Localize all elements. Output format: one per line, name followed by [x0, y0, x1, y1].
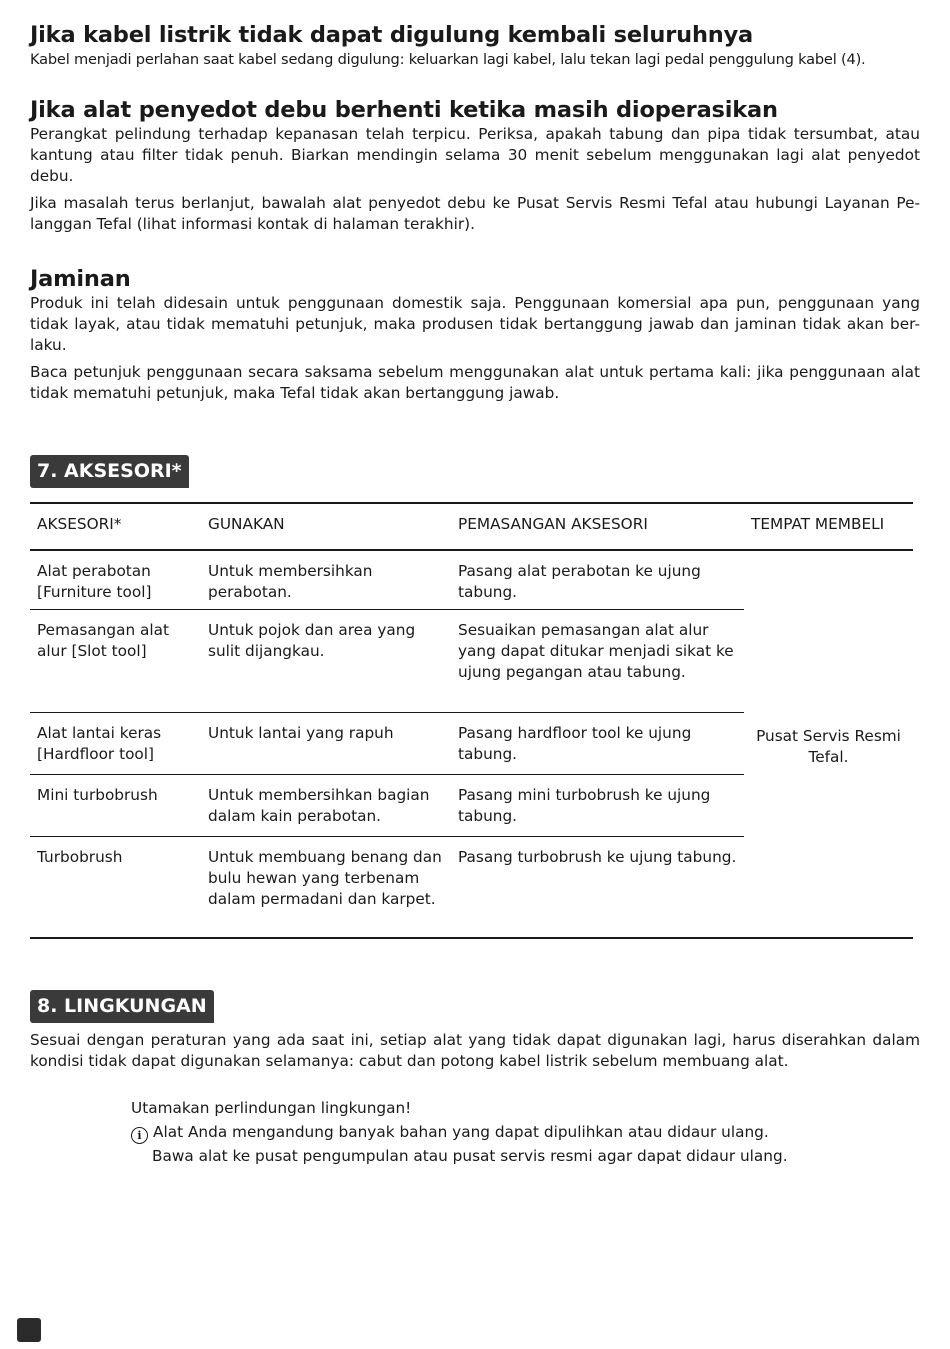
paragraph: Sesuai dengan peraturan yang ada saat ini, setiap alat yang tidak dapat digunakan lagi, harus diserahkan dalam kondisi tidak dapat digunakan selamanya: cabut dan potong kabel listrik sebelum membuang alat. [30, 1031, 920, 1070]
accessory-name: Turbobrush [30, 836, 201, 938]
paragraph: Kabel menjadi perlahan saat kabel sedang digulung: keluarkan lagi kabel, lalu tekan lagi pedal penggulung kabel (4). [30, 51, 866, 68]
column-header: GUNAKAN [201, 503, 451, 550]
info-icon: i [131, 1127, 148, 1144]
column-header: PEMASANGAN AKSESORI [451, 503, 744, 550]
accessory-use: Untuk membersihkan perabotan. [201, 550, 451, 609]
accessory-name: Alat perabotan [Furniture tool] [30, 550, 201, 609]
accessory-name: Mini turbobrush [30, 774, 201, 836]
eco-line [131, 1120, 788, 1144]
section-badge-environment: 8. LINGKUNGAN [30, 990, 214, 1023]
section-vacuum-stops [30, 96, 920, 235]
section-title: Jika alat penyedot debu berhenti ketika masih dioperasikan [30, 97, 778, 123]
eco-note [131, 1096, 788, 1168]
accessory-fitting: Pasang turbobrush ke ujung tabung. [451, 836, 744, 938]
accessory-fitting: Pasang hardfloor tool ke ujung tabung. [451, 712, 744, 774]
section-title: Jaminan [30, 266, 131, 292]
accessory-fitting: Sesuaikan pemasangan alat alur yang dapat ditukar menjadi sikat ke ujung pegangan atau tabung. [451, 609, 744, 712]
section-warranty [30, 265, 920, 404]
accessories-table [30, 502, 913, 939]
paragraph: Produk ini telah didesain untuk penggunaan domestik saja. Penggunaan komersial apa pun, penggunaan yang tidak layak, atau tidak mematuhi petunjuk, maka produsen tidak bertanggung jawab dan jaminan tidak akan ber-laku. [30, 294, 920, 354]
accessory-fitting: Pasang alat perabotan ke ujung tabung. [451, 550, 744, 609]
section-cord-rewind [30, 21, 920, 70]
accessory-use: Untuk lantai yang rapuh [201, 712, 451, 774]
where-to-buy: Pusat Servis Resmi Tefal. [744, 550, 913, 938]
eco-text: Alat Anda mengandung banyak bahan yang dapat dipulihkan atau didaur ulang. [153, 1123, 769, 1141]
accessory-fitting: Pasang mini turbobrush ke ujung tabung. [451, 774, 744, 836]
column-header: AKSESORI* [30, 503, 201, 550]
paragraph: Perangkat pelindung terhadap kepanasan telah terpicu. Periksa, apakah tabung dan pipa tidak tersumbat, atau kantung atau filter tidak penuh. Biarkan mendingin selama 30 menit sebelum menggunakan lagi alat penyedot debu. [30, 125, 920, 185]
paragraph: Baca petunjuk penggunaan secara saksama sebelum menggunakan alat untuk pertama kali: jika penggunaan alat tidak mematuhi petunjuk, maka Tefal tidak akan bertanggung jawab. [30, 363, 920, 402]
accessory-use: Untuk membersihkan bagian dalam kain perabotan. [201, 774, 451, 836]
eco-line: Bawa alat ke pusat pengumpulan atau pusat servis resmi agar dapat didaur ulang. [152, 1147, 788, 1165]
table-row [30, 550, 913, 609]
page-corner-mark [17, 1318, 41, 1342]
eco-title: Utamakan perlindungan lingkungan! [131, 1099, 412, 1117]
section-title: Jika kabel listrik tidak dapat digulung kembali seluruhnya [30, 22, 754, 48]
accessory-use: Untuk membuang benang dan bulu hewan yang terbenam dalam permadani dan karpet. [201, 836, 451, 938]
accessory-name: Pemasangan alat alur [Slot tool] [30, 609, 201, 712]
column-header: TEMPAT MEMBELI [744, 503, 913, 550]
section-environment [30, 1030, 920, 1072]
paragraph: Jika masalah terus berlanjut, bawalah alat penyedot debu ke Pusat Servis Resmi Tefal atau hubungi Layanan Pe-langgan Tefal (lihat informasi kontak di halaman terakhir). [30, 194, 920, 233]
accessory-use: Untuk pojok dan area yang sulit dijangkau. [201, 609, 451, 712]
accessory-name: Alat lantai keras [Hardfloor tool] [30, 712, 201, 774]
section-badge-accessories: 7. AKSESORI* [30, 455, 189, 488]
table-header-row [30, 503, 913, 550]
